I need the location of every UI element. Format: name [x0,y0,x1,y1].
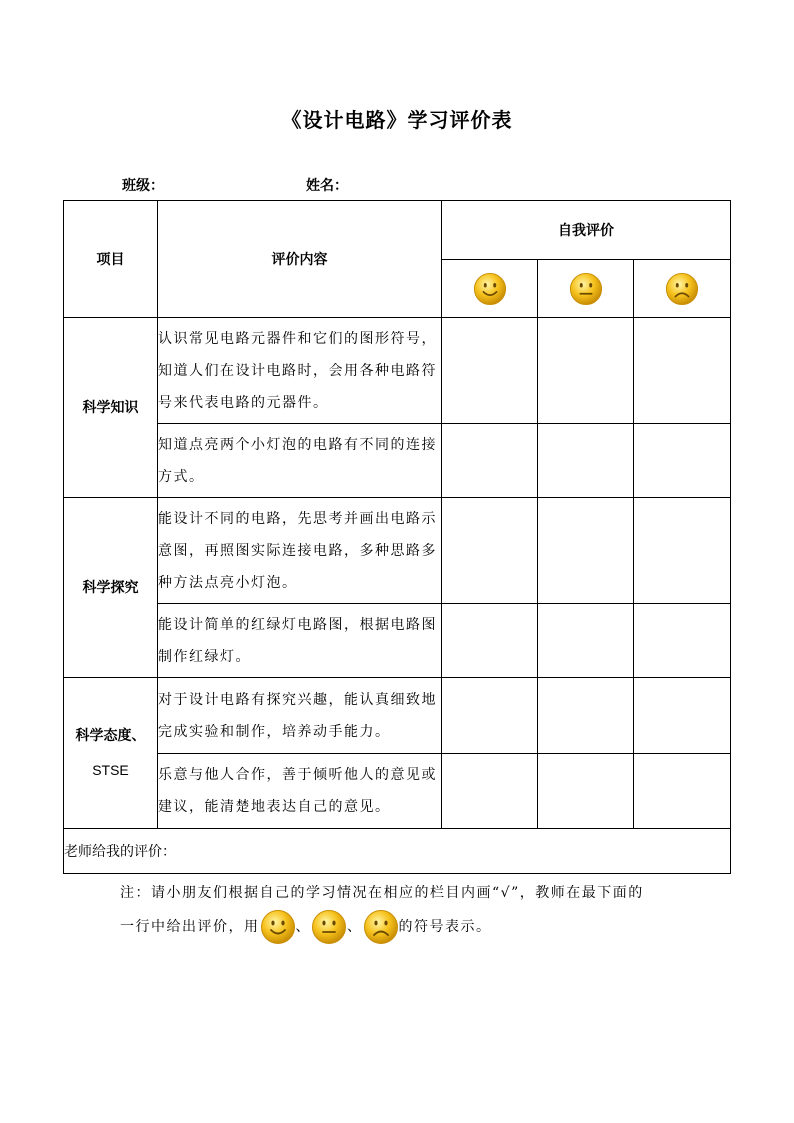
neutral-face-header [538,260,634,318]
rating-cell[interactable] [634,754,731,829]
rating-cell[interactable] [442,604,538,678]
note-line-2 [120,907,492,947]
teacher-evaluation-row[interactable]: 老师给我的评价： [64,829,731,874]
neutral-icon [311,909,347,945]
note-line-1: 注：请小朋友们根据自己的学习情况在相应的栏目内画“√”，教师在最下面的 [120,885,644,901]
criterion-text: 知道点亮两个小灯泡的电路有不同的连接方式。 [158,424,442,498]
rating-cell[interactable] [538,754,634,829]
rating-cell[interactable] [538,318,634,424]
rating-cell[interactable] [538,678,634,754]
note-prefix: 一行中给出评价，用 [120,919,260,935]
col-self-eval-header: 自我评价 [442,201,731,260]
frown-face-header [634,260,731,318]
rating-cell[interactable] [634,678,731,754]
category-label: 科学态度、 [75,728,146,744]
frown-icon [665,272,699,306]
frown-icon [363,909,399,945]
rating-cell[interactable] [442,498,538,604]
category-science-knowledge: 科学知识 [64,318,158,498]
neutral-icon [569,272,603,306]
criterion-text: 认识常见电路元器件和它们的图形符号，知道人们在设计电路时，会用各种电路符号来代表电路的元器件。 [158,318,442,424]
note-separator: 、 [295,919,311,935]
rating-cell[interactable] [538,424,634,498]
col-item-header: 项目 [64,201,158,318]
category-science-inquiry: 科学探究 [64,498,158,678]
rating-cell[interactable] [634,318,731,424]
smile-icon [260,909,296,945]
rating-cell[interactable] [634,498,731,604]
rating-cell[interactable] [442,318,538,424]
page-title: 《设计电路》学习评价表 [281,108,513,132]
category-science-attitude [64,678,158,829]
rating-cell[interactable] [442,424,538,498]
note-suffix: 的符号表示。 [398,919,492,935]
rating-cell[interactable] [442,754,538,829]
criterion-text: 能设计简单的红绿灯电路图，根据电路图制作红绿灯。 [158,604,442,678]
criterion-text: 乐意与他人合作，善于倾听他人的意见或建议，能清楚地表达自己的意见。 [158,754,442,829]
rating-cell[interactable] [634,604,731,678]
rating-cell[interactable] [538,604,634,678]
col-content-header: 评价内容 [158,201,442,318]
class-label: 班级： [122,178,164,194]
criterion-text: 能设计不同的电路，先思考并画出电路示意图，再照图实际连接电路，多种思路多种方法点亮小灯泡。 [158,498,442,604]
rating-cell[interactable] [538,498,634,604]
name-label: 姓名： [306,178,348,194]
category-sub-label: STSE [92,762,129,778]
note-separator: 、 [347,919,363,935]
smile-face-header [442,260,538,318]
evaluation-table [63,200,731,874]
rating-cell[interactable] [442,678,538,754]
smile-icon [473,272,507,306]
criterion-text: 对于设计电路有探究兴趣，能认真细致地完成实验和制作，培养动手能力。 [158,678,442,754]
rating-cell[interactable] [634,424,731,498]
